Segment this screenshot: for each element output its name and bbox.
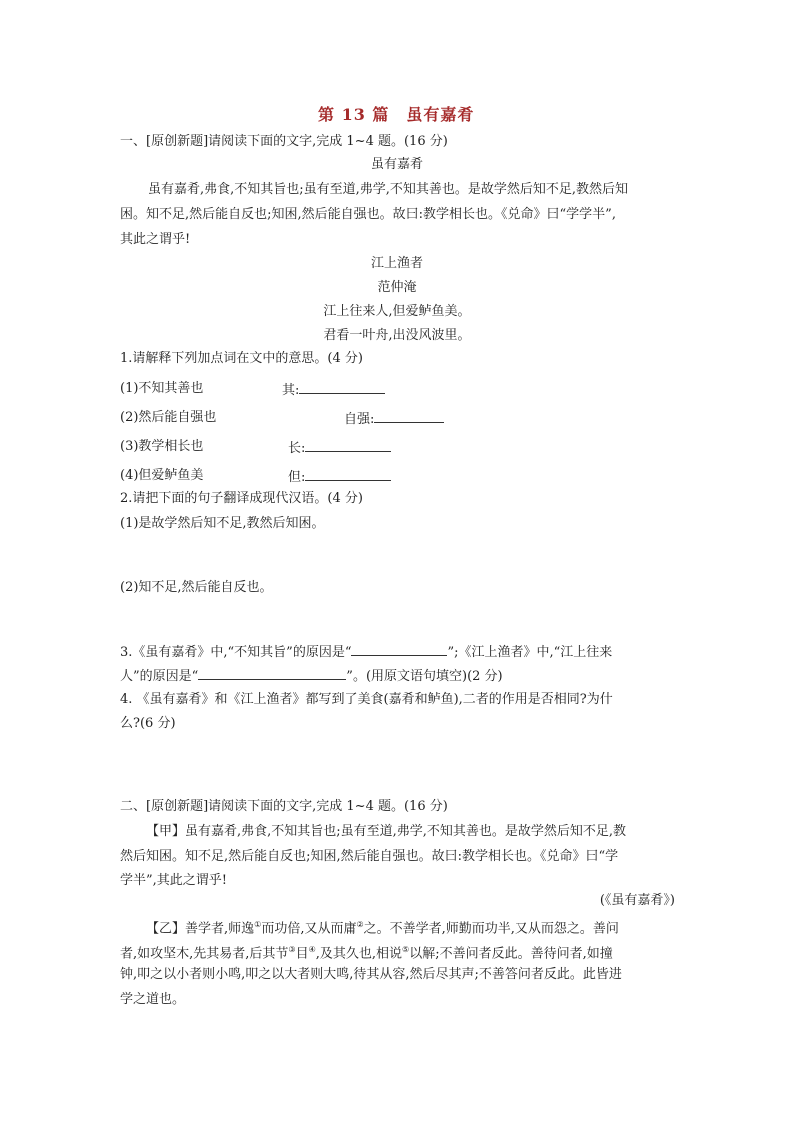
page-title: 第 13 篇 虽有嘉肴	[318, 105, 475, 124]
question-1: 1.请解释下列加点词在文中的意思。(4 分)	[120, 351, 363, 366]
part2-heading: 二、[原创新题]请阅读下面的文字,完成 1~4 题。(16 分)	[120, 799, 448, 814]
footnote-marker: ⑤	[402, 945, 410, 954]
answer-blank[interactable]	[299, 381, 385, 394]
passage-title: 虽有嘉肴	[370, 157, 423, 172]
q1-word-1: 其:	[282, 381, 385, 399]
question-3-line-2: 人”的原因是“ ”。(用原文语句填空)(2 分)	[120, 669, 503, 684]
part1-heading: 一、[原创新题]请阅读下面的文字,完成 1~4 题。(16 分)	[120, 134, 448, 149]
answer-blank[interactable]	[305, 439, 391, 452]
source-citation: (《虽有嘉肴》)	[599, 893, 675, 908]
q1-item-4: (4)但爱鲈鱼美	[120, 468, 204, 483]
yi-line-2: 者,如攻坚木,先其易者,后其节③目④,及其久也,相说⑤以解;不善问者反此。善待问者,如撞	[120, 945, 613, 962]
poem-author: 范仲淹	[377, 280, 417, 295]
footnote-marker: ①	[254, 920, 262, 929]
yi-line-4: 学之道也。	[120, 992, 186, 1007]
answer-blank[interactable]	[198, 667, 346, 680]
jia-line-1: 【甲】虽有嘉肴,弗食,不知其旨也;虽有至道,弗学,不知其善也。是故学然后知不足,教	[146, 824, 627, 839]
poem-title: 江上渔者	[370, 256, 423, 271]
question-4-line-2: 么?(6 分)	[120, 716, 176, 731]
question-4-line-1: 4. 《虽有嘉肴》和《江上渔者》都写到了美食(嘉肴和鲈鱼),二者的作用是否相同?为什	[120, 692, 613, 707]
q1-word-4: 但:	[288, 468, 391, 486]
question-3-line-1: 3.《虽有嘉肴》中,“不知其旨”的原因是“ ”;《江上渔者》中,“江上往来	[120, 645, 613, 660]
passage-line-3: 其此之谓乎!	[120, 232, 191, 247]
yi-line-3: 钟,叩之以小者则小鸣,叩之以大者则大鸣,待其从容,然后尽其声;不善答问者反此。此皆进	[120, 967, 622, 982]
q1-word-2: 自强:	[344, 410, 444, 428]
q1-item-3: (3)教学相长也	[120, 439, 204, 454]
jia-line-3: 学半”,其此之谓乎!	[120, 873, 228, 888]
q1-item-1: (1)不知其善也	[120, 381, 204, 396]
q1-word-3: 长:	[288, 439, 391, 457]
poem-line-1: 江上往来人,但爱鲈鱼美。	[323, 304, 471, 319]
question-2: 2.请把下面的句子翻译成现代汉语。(4 分)	[120, 491, 363, 506]
answer-blank[interactable]	[351, 643, 447, 656]
q1-item-2: (2)然后能自强也	[120, 410, 217, 425]
q2-sentence-2: (2)知不足,然后能自反也。	[120, 580, 273, 595]
answer-blank[interactable]	[374, 410, 444, 423]
q2-sentence-1: (1)是故学然后知不足,教然后知困。	[120, 516, 325, 531]
footnote-marker: ③	[288, 945, 296, 954]
footnote-marker: ④	[308, 945, 316, 954]
yi-line-1: 【乙】善学者,师逸①而功倍,又从而庸②之。不善学者,师勤而功半,又从而怨之。善问	[146, 920, 619, 937]
jia-line-2: 然后知困。知不足,然后能自反也;知困,然后能自强也。故曰:教学相长也。《兑命》曰“学	[120, 849, 619, 864]
passage-line-2: 困。知不足,然后能自反也;知困,然后能自强也。故曰:教学相长也。《兑命》曰“学学半”,	[120, 207, 616, 222]
footnote-marker: ②	[356, 920, 364, 929]
answer-blank[interactable]	[305, 468, 391, 481]
poem-line-2: 君看一叶舟,出没风波里。	[323, 328, 471, 343]
passage-line-1: 虽有嘉肴,弗食,不知其旨也;虽有至道,弗学,不知其善也。是故学然后知不足,教然后知	[148, 182, 629, 197]
